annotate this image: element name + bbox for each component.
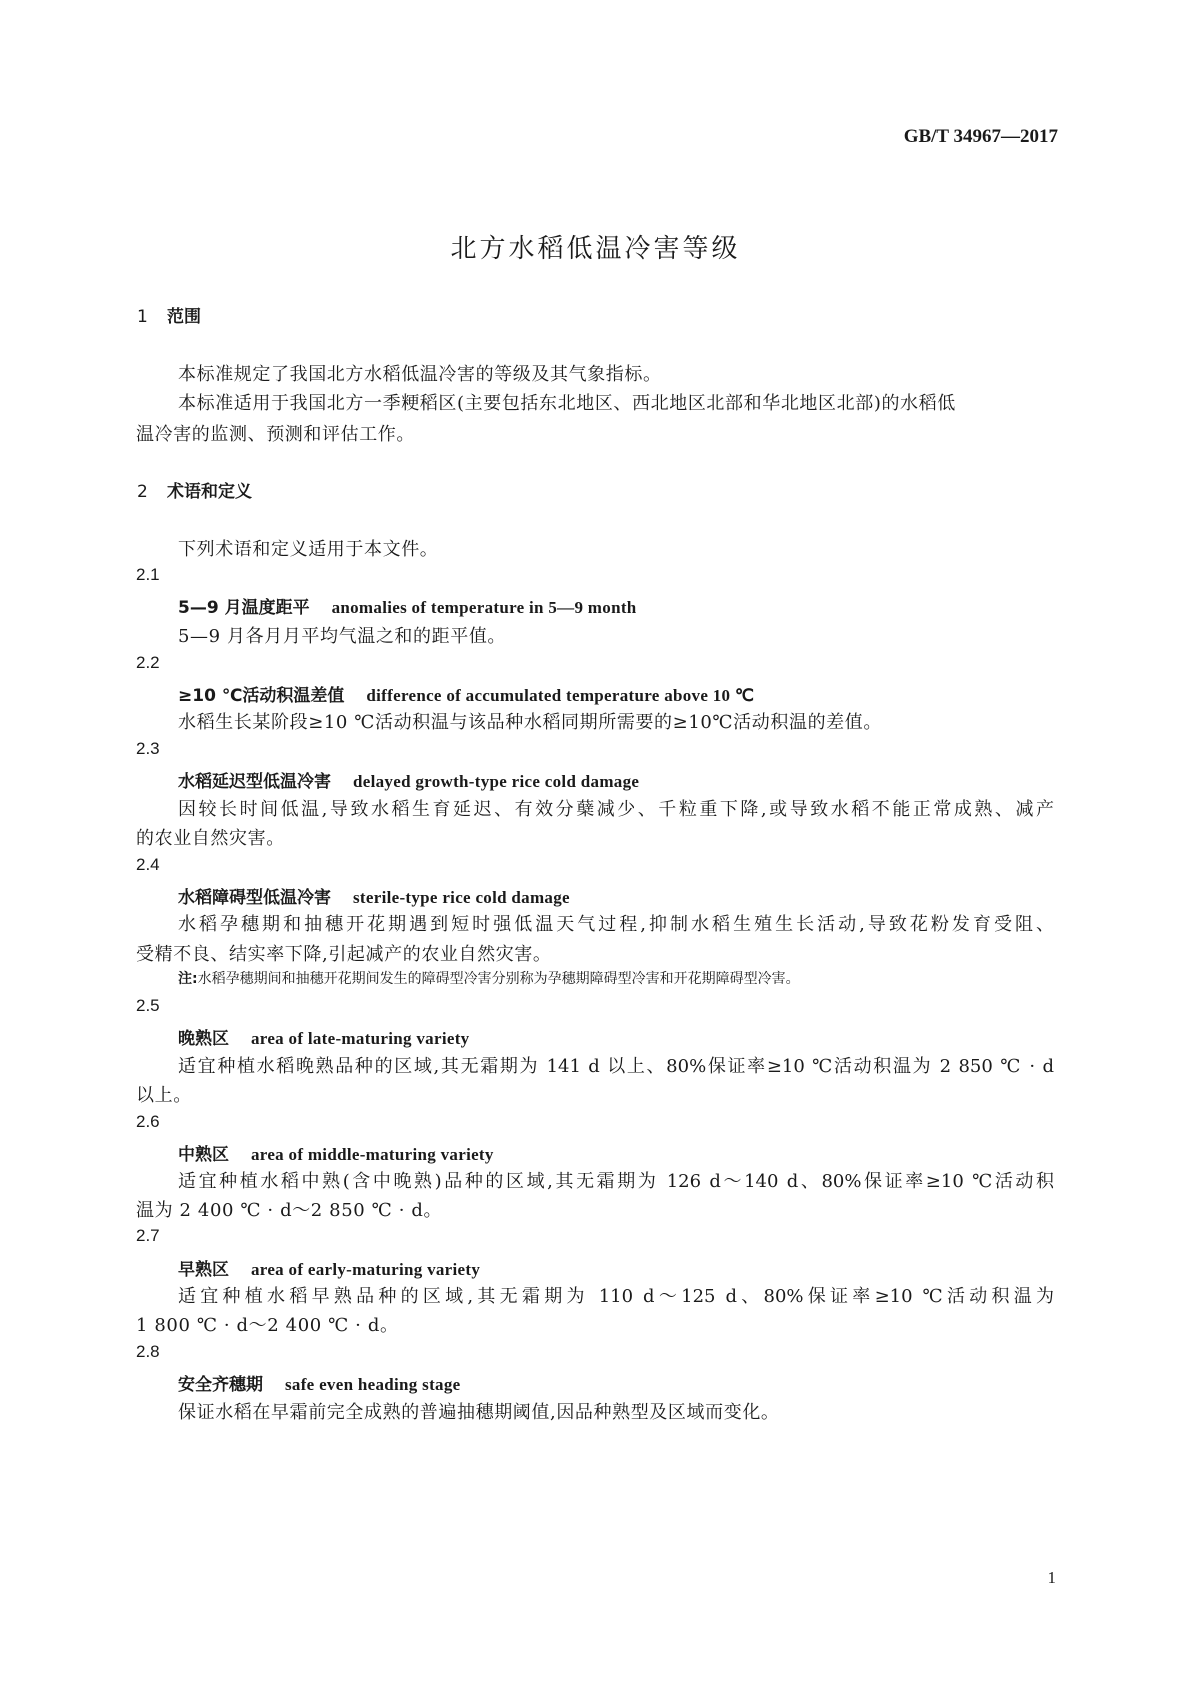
paragraph: 本标准适用于我国北方一季粳稻区(主要包括东北地区、西北地区北部和华北地区北部)的水稻低	[178, 393, 956, 414]
term-number: 2.6	[136, 1112, 160, 1131]
term-en: area of early-maturing variety	[251, 1260, 481, 1279]
term-number: 2.4	[136, 855, 160, 874]
term-definition: 适宜种植水稻早熟品种的区域,其无霜期为 110 d～125 d、80%保证率≥10 ℃活动积温为	[178, 1286, 1054, 1307]
term-heading	[178, 681, 754, 706]
term-definition: 因较长时间低温,导致水稻生育延迟、有效分蘖减少、千粒重下降,或导致水稻不能正常成熟、减产	[178, 799, 1054, 820]
term-en: sterile-type rice cold damage	[353, 888, 570, 907]
term-zh: 中熟区	[178, 1145, 229, 1165]
term-definition-continuation: 以上。	[136, 1085, 192, 1106]
paragraph: 下列术语和定义适用于本文件。	[178, 539, 439, 560]
section-heading-terms	[137, 477, 252, 502]
term-number: 2.3	[136, 739, 160, 758]
term-heading	[178, 1024, 469, 1049]
term-definition: 适宜种植水稻中熟(含中晚熟)品种的区域,其无霜期为 126 d～140 d、80%保证率≥10 ℃活动积	[178, 1171, 1054, 1192]
term-definition: 5—9 月各月月平均气温之和的距平值。	[178, 626, 507, 647]
term-heading	[178, 883, 570, 908]
term-zh: 晚熟区	[178, 1029, 229, 1049]
term-zh: 早熟区	[178, 1260, 229, 1280]
paragraph-continuation: 温冷害的监测、预测和评估工作。	[136, 424, 415, 445]
term-heading	[178, 1140, 494, 1165]
term-number: 2.1	[136, 565, 160, 584]
term-zh: 水稻障碍型低温冷害	[178, 888, 331, 908]
term-zh: 水稻延迟型低温冷害	[178, 772, 331, 792]
term-definition-continuation: 受精不良、结实率下降,引起减产的农业自然灾害。	[136, 944, 552, 965]
section-title: 术语和定义	[167, 482, 252, 502]
term-definition: 水稻生长某阶段≥10 ℃活动积温与该品种水稻同期所需要的≥10℃活动积温的差值。	[178, 712, 882, 733]
term-en: delayed growth-type rice cold damage	[353, 772, 640, 791]
term-definition: 适宜种植水稻晚熟品种的区域,其无霜期为 141 d 以上、80%保证率≥10 ℃活动积温为 2 850 ℃ · d	[178, 1056, 1054, 1077]
term-en: area of middle-maturing variety	[251, 1145, 494, 1164]
term-en: difference of accumulated temperature above 10 ℃	[366, 686, 755, 705]
term-definition-continuation: 1 800 ℃ · d～2 400 ℃ · d。	[136, 1315, 399, 1336]
term-number: 2.7	[136, 1226, 160, 1245]
document-title: 北方水稻低温冷害等级	[450, 234, 741, 264]
paragraph: 本标准规定了我国北方水稻低温冷害的等级及其气象指标。	[178, 364, 662, 385]
page-number: 1	[1047, 1568, 1056, 1587]
term-definition-continuation: 温为 2 400 ℃ · d～2 850 ℃ · d。	[136, 1200, 443, 1221]
term-number: 2.8	[136, 1342, 160, 1361]
section-number: 2	[137, 482, 148, 502]
term-definition: 水稻孕穗期和抽穗开花期遇到短时强低温天气过程,抑制水稻生殖生长活动,导致花粉发育受阻、	[178, 914, 1054, 935]
term-number: 2.5	[136, 996, 160, 1015]
term-heading	[178, 767, 639, 792]
term-zh: 5—9 月温度距平	[178, 598, 310, 618]
section-title: 范围	[167, 307, 201, 327]
term-en: safe even heading stage	[285, 1375, 461, 1394]
term-en: area of late-maturing variety	[251, 1029, 470, 1048]
term-definition-continuation: 的农业自然灾害。	[136, 828, 285, 849]
term-zh: 安全齐穗期	[178, 1375, 263, 1395]
standard-code: GB/T 34967—2017	[903, 126, 1058, 147]
term-heading	[178, 1370, 460, 1395]
term-number: 2.2	[136, 653, 160, 672]
term-heading	[178, 593, 637, 618]
term-heading	[178, 1255, 480, 1280]
note-label: 注:	[178, 971, 198, 987]
term-zh: ≥10 ℃活动积温差值	[178, 686, 345, 706]
section-number: 1	[137, 307, 148, 327]
note	[178, 968, 800, 988]
term-en: anomalies of temperature in 5—9 month	[331, 598, 637, 617]
term-definition: 保证水稻在早霜前完全成熟的普遍抽穗期阈值,因品种熟型及区域而变化。	[178, 1402, 780, 1423]
note-text: 水稻孕穗期间和抽穗开花期间发生的障碍型冷害分别称为孕穗期障碍型冷害和开花期障碍型冷害。	[197, 971, 800, 987]
section-heading-scope	[137, 302, 201, 327]
